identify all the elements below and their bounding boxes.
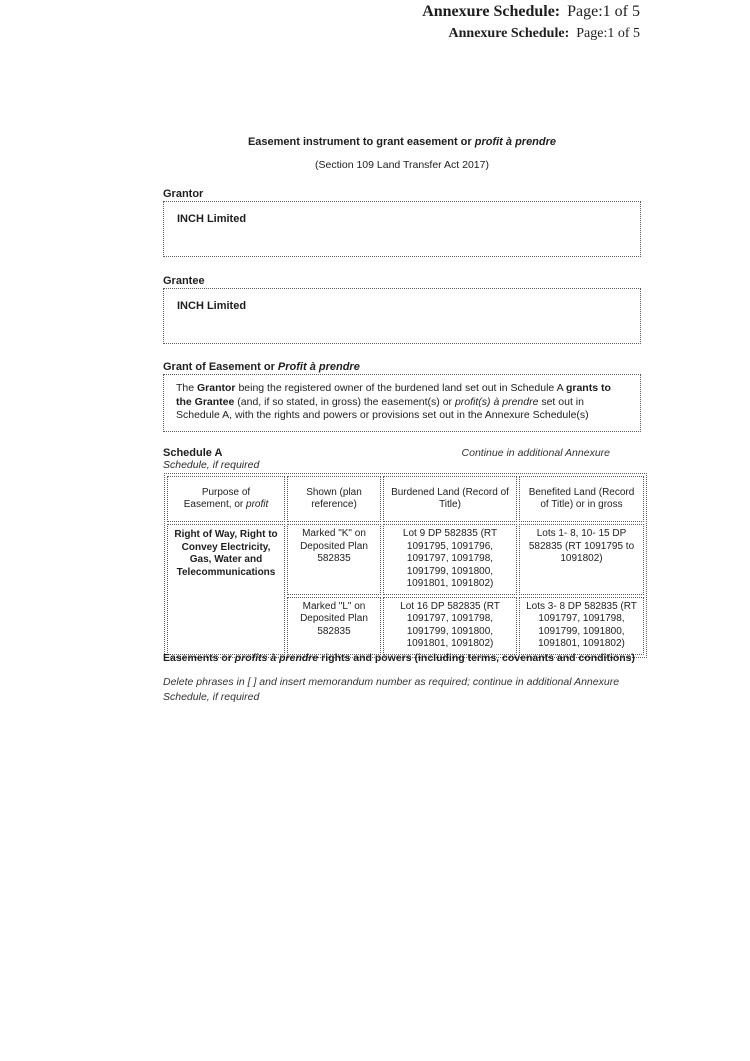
grantor-label: Grantor (163, 188, 204, 200)
grantor-name: INCH Limited (177, 213, 247, 225)
column-header-shown: Shown (plan reference) (287, 476, 381, 522)
form-title-text: Easement instrument to grant easement or (247, 136, 475, 148)
schedule-a-table (164, 473, 647, 658)
grantor-box (163, 201, 641, 257)
continue-annexure-note: Continue in additional Annexure (461, 447, 610, 459)
burdened-land-cell: Lot 16 DP 582835 (RT 1091797, 1091798, 1091799, 1091800, 1091801, 1091802) (383, 597, 517, 655)
delete-phrases-instruction: Delete phrases in [ ] and insert memorandum number as required; continue in additional Annexure Schedule, if required (163, 676, 620, 703)
grant-of-easement-box (163, 374, 641, 432)
purpose-cell: Right of Way, Right to Convey Electricity, Gas, Water and Telecommunications (167, 524, 285, 655)
grant-clause-part: Grantor (197, 382, 236, 394)
form-title (163, 136, 641, 148)
annexure-header-line-2 (422, 26, 640, 42)
form-title-italic: profit à prendre (474, 136, 557, 148)
schedule-a-label: Schedule A (163, 447, 223, 459)
column-header-purpose (167, 476, 285, 522)
column-header-burdened: Burdened Land (Record of Title) (383, 476, 517, 522)
grant-clause-part: profit(s) à prendre (454, 395, 539, 408)
table-header-row (167, 476, 644, 522)
annexure-header-label: Annexure Schedule: (422, 3, 561, 20)
table-row (167, 524, 644, 595)
easements-rights-heading (163, 652, 653, 664)
form-subtitle: (Section 109 Land Transfer Act 2017) (315, 159, 489, 171)
annexure-header-label: Annexure Schedule: (448, 26, 570, 41)
annexure-page-indicator: Page:1 of 5 (576, 26, 640, 41)
heading-text: rights and powers (including terms, covenants and conditions) (318, 652, 636, 664)
grant-clause-part: (and, if so stated, in gross) the easement(s) or (234, 395, 455, 408)
schedule-a-sublabel: Schedule, if required (163, 459, 260, 471)
grant-clause-text (164, 375, 640, 423)
heading-italic: profits à prendre (234, 652, 319, 664)
grantee-label: Grantee (163, 275, 205, 287)
grant-label-text: Grant of Easement or (163, 361, 278, 373)
benefited-land-cell: Lots 1- 8, 10- 15 DP 582835 (RT 1091795 to 1091802) (519, 524, 644, 595)
annexure-header (422, 3, 640, 42)
column-header-text: Purpose of (201, 486, 251, 498)
annexure-page-indicator: Page:1 of 5 (567, 3, 640, 20)
shown-cell: Marked "L" on Deposited Plan 582835 (287, 597, 381, 655)
grant-label-italic: Profit à prendre (277, 361, 360, 373)
grant-clause-part: grants to the Grantee (176, 382, 611, 408)
grant-clause-part: The (176, 382, 198, 394)
grantee-box (163, 288, 641, 344)
annexure-header-line-1 (422, 3, 640, 21)
grant-of-easement-label (163, 361, 360, 373)
column-header-italic: profit (246, 499, 269, 510)
grantee-name: INCH Limited (177, 300, 247, 312)
heading-text: Easements or (163, 652, 235, 664)
grant-clause-part: set out in Schedule A, with the rights and powers or provisions set out in the Annexure Schedule(s) (176, 395, 589, 421)
benefited-land-cell: Lots 3- 8 DP 582835 (RT 1091797, 1091798, 1091799, 1091800, 1091801, 1091802) (519, 597, 644, 655)
shown-cell: Marked "K" on Deposited Plan 582835 (287, 524, 381, 595)
column-header-text: Easement, or (183, 499, 247, 510)
column-header-benefited: Benefited Land (Record of Title) or in gross (519, 476, 644, 522)
burdened-land-cell: Lot 9 DP 582835 (RT 1091795, 1091796, 1091797, 1091798, 1091799, 1091800, 1091801, 1091802) (383, 524, 517, 595)
grant-clause-part: being the registered owner of the burdened land set out in Schedule A (235, 382, 566, 394)
